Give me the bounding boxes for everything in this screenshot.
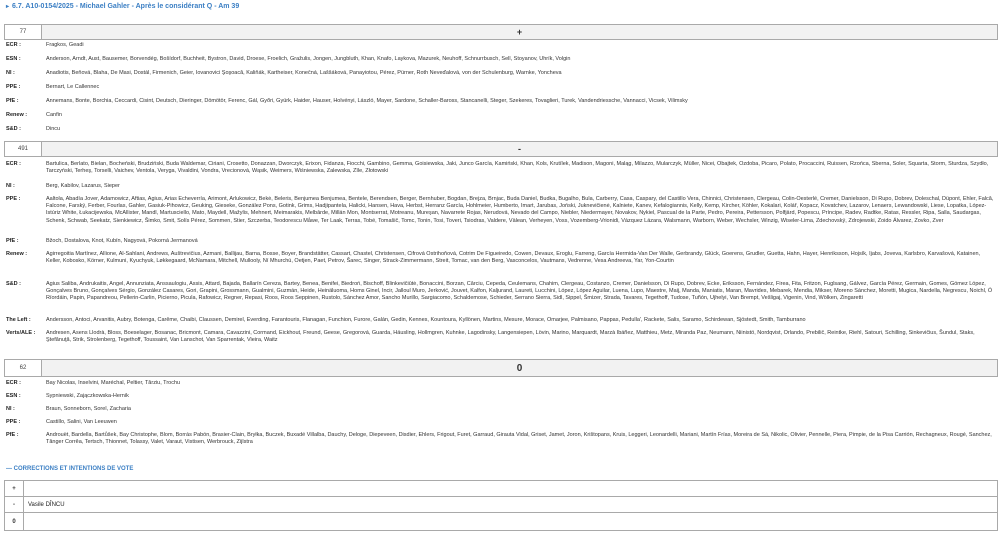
group-row [4, 196, 998, 238]
corrections-table [4, 480, 998, 531]
group-row [4, 238, 998, 251]
group-names: Androuët, Bardella, Bartůšek, Bay Christophe, Blom, Borrás Pabón, Brasier-Clain, Bryłka, Buczek, Buxadé Villalba, Dauchy, Deloge, Diepeveen, Disdier, Ehlers, Frigout, Furet, Garraud, Girauta Vidal, Griset, Jamet, Joron, Krištopans, Kruis, Leggeri, Leonardelli, Mariani, Martín Frías, Moreira de Sá, Nikolic, Olivier, Pennelle, Piera, Pimpie, de la Pisa Carrión, Rechagneux, Rougé, Sanchez, Tânger Corrêa, Tertsch, Thionnet, Tolassy, Valet, Varaut, Vistisen, Werbrouck, Zijlstra [46, 432, 992, 446]
corrections-names: Vasile DÎNCU [24, 497, 998, 513]
corrections-names [24, 481, 998, 497]
corrections-row [5, 497, 998, 513]
group-label: Renew : [6, 112, 28, 118]
group-names: Castillo, Salini, Van Leeuwen [46, 419, 117, 425]
group-label: PfE : [6, 432, 19, 438]
group-row [4, 112, 998, 126]
group-row [4, 406, 998, 419]
vote-header-abstain [4, 359, 998, 377]
group-names: Agius Saliba, Andrukaitis, Angel, Annunziata, Anssaulogiu, Assis, Attard, Bajada, Ballarín Cereza, Bartey, Benea, Benifei, Biedroń, Bischoff, Blinkevičiūtė, Bonaccini, Borzan, Cârciu, Cepeda, Ceulemans, Chahim, Clergeau, Costanzo, Cremer, Danielsson, Di Rupo, Dobrev, Ecke, Eriksson, Fernández, Firea, Fita, Fritzon, Fuglsang, Gálvez, García Pérez, Germain, Gomes, Gómez López, Gonçalves Bruno, Gonçalves Sérgio, González Casares, Gori, Grapini, Grossmann, Gualmini, Guzmán, Heide, Heinäluoma, Homs Ginel, Incir, Jalloul Muro, Jerković, Jouvet, Kalfon, Kaljurand, Laureti, Lucchini, López, López Aguilar, Luena, Lupo, Maestre, Maij, Manda, Maniatis, Maran, Mavrides, Mebarek, Mendia, Mikser, Moreno Sánchez, Moretti, Mugica, Nardella, Negrescu, Noichl, Ó Ríordáin, Papin, Papandreou, Pellerin-Carlin, Picierno, Picula, Rafowicz, Regner, Repasi, Roos, Roos Seppinen, Rustolo, Sánchez Amor, Sancho Murillo, Sargiacomo, Schaldemose, Schieder, Serrano Sierra, Sidl, Sippel, Šmizer, Strada, Tavares, Tegethoff, Tudose, Tuñón, Ujhelyi, Van Brempt, Vešligaj, Vigenin, Vind, Wölken, Zingaretti [46, 281, 993, 302]
corrections-row [5, 513, 998, 531]
group-row [4, 126, 998, 140]
group-names: Anderson, Arndt, Aust, Bausemer, Borvendég, Bošídorf, Buchheit, Bystron, David, Droese, Froelich, Gražulis, Jongen, Jungbluth, Khan, Knafo, Laykova, Mazurek, Neuhoff, Schnurrbusch, Sell, Stoyanov, Uhrík, Volgin [46, 56, 571, 62]
vote-header-plus [4, 24, 998, 40]
group-label: ESN : [6, 393, 21, 399]
vote-count: 77 [5, 25, 42, 40]
section-title [6, 3, 239, 15]
vote-symbol: - [42, 142, 998, 157]
group-names: Andresen, Asens Llodrà, Bloss, Boeselager, Bosanac, Bricmont, Camara, Cavazzini, Cormand, Eickhout, Freund, Geese, Gregorová, Guarda, Häusling, Hollmgren, Kuhnke, Lagodinsky, Langensiepen, Lövin, Marino, Marquardt, Marzà Ibáñez, Matthieu, Metz, Miranda Paz, Neumann, Niinistö, Nordqvist, Orlando, Prebilič, Reintke, Riehl, Satouri, Schilling, Sinkevičius, Šundul, Staks, Ştefănuţă, Strik, Strolenberg, Tegethoff, Toussaint, Van Lanschot, Van Sparrentak, Vieira, Waitz [46, 330, 975, 344]
group-label: Verts/ALE : [6, 330, 36, 336]
corrections-symbol: 0 [5, 513, 24, 531]
group-row [4, 281, 998, 317]
group-row [4, 70, 998, 84]
group-row [4, 183, 998, 196]
group-row [4, 84, 998, 98]
dash-icon: — [6, 466, 12, 472]
group-row [4, 419, 998, 432]
group-row [4, 393, 998, 406]
group-label: PfE : [6, 98, 19, 104]
group-names: Anadiotis, Beňová, Blaha, De Masi, Dostál, Firmenich, Geier, Iovanovici Şoşoacă, Kaliňák, Kartheiser, Konečná, Laššáková, Panayiotou, Pérez, Pürner, Roth Neveďalová, von der Schulenburg, Warnke, Yoncheva [46, 70, 562, 76]
group-names: Aaltola, Abadía Jover, Adamowicz, Aftias, Agius, Arias Echeverría, Arimont, Arlukowicz, Bekė, Beleris, Benjumea Benjumea, Bentele, Berendsen, Berger, Bernhuber, Bogdan, Brejza, Brnjac, Buda Daniel, Budka, Bugalho, Bula, Carberry, Casa, Caspary, del Castillo Vera, Chinnici, Christensen, Clergeau, Colin-Oesterlé, Cremer, Danielsson, Di Rupo, Dobrev, Doleschal, Düpont, Ehler, Falcă, Falcone, Farský, Ferber, Fourlas, Gahler, Gasiuk-Pihowicz, Geuking, Gieseke, González Pons, Gotink, Grims, Hadjipantela, Halicki, Hansen, Hava, Herbst, Herranz García, Hohlmeier, Humberto, Imart, Jarubas, Joński, Juknevičienė, Kalniete, Kanev, Kefalogiannis, Kelly, Kemp, Kircher, Köhler, Kokalari, Kolář, Kopacz, Kovatchev, Lazarov, Lenaers, Lewandowski, Liese, Lopatka, López-Istúriz White, Łukacijewska, McAllister, Mandl, Martusciello, Mato, Maydell, Mažylis, Mehnert, Meimarakis, Melbārde, Millán Mon, Montserrat, Motreanu, Mureşan, Navarrete Rojas, Nerudová, Nevado del Campo, Niebler, Niedermayer, Novakov, Nykiel, Pascual de la Parte, Pedro, Pereira, Pettersson, Polfjärd, Popescu, Príncipe, Radev, Radtke, Ratas, Ressler, Ripa, Salla, Saudargas, Schenk, Schwab, Seekatz, Sienkiewicz, Šimko, Smit, Solís Pérez, Sommen, Stier, Szczerba, Teodorescu Måwe, Ter Laak, Terras, Tobé, Tomašič, Tomc, Tonin, Tosi, Toveri, Tsiodras, Valdere, Välean, Verheyen, Voss, Vozemberg-Vrionidi, Vázquez Lázara, Walsmann, Warborn, Weber, Wechsler, Winzig, Wiseler-Lima, Zdechovský, Zdrojewski, Zoido Álvarez, Zovko, Zver [46, 196, 994, 224]
group-names: Bartulica, Berlato, Bielan, Bocheński, Brudziński, Buda Waldemar, Ciriani, Crosetto, Donazzan, Dworczyk, Erixon, Fidanza, Fiocchi, Gambino, Gemma, Goisiewska, Jaki, Junco García, Kamiński, Khan, Kols, Krutílek, Madison, Magoni, Maląg, Milazzo, Mularczyk, Müller, Nicei, Obajtek, Ozdoba, Picaro, Polato, Procaccini, Ruissen, Rzońca, Sberna, Soler, Squarta, Storm, Sturdza, Szydło, Tarczyński, Terheş, Torselli, Vaichev, Ventola, Veryga, Vivaldini, Vondra, Vrecionová, Wąsik, Weimers, Wiśniewska, Zalewska, Zīle, Złotowski [46, 161, 989, 175]
vote-count: 491 [5, 142, 42, 157]
group-row [4, 380, 998, 393]
vote-header-minus [4, 141, 998, 157]
corrections-names [24, 513, 998, 531]
group-row [4, 317, 998, 330]
group-names: Agirregoitia Martínez, Allione, Al-Sahlani, Andrews, Auštrevičius, Azmani, Ballijau, Barna, Bosse, Boyer, Brandstätter, Cassart, Chastel, Christensen, Cifrová Ostrihoňová, Cotrim De Figueiredo, Cowen, Devaux, Eroglu, Farreng, García Hermida-Van Der Walle, Gerbrandy, Glück, Goerens, Grudler, Guetta, Hahn, Hayer, Henriksson, Hojsík, Ijabs, Joveva, Karlsbro, Karvašová, Katainen, Keller, Kobosko, Körner, Kulmuni, Kyuchyuk, Løkkegaard, McNamara, Mitchell, Mullooly, Ní Mhurchú, Oetjen, Paet, Petrov, Šarec, Singer, Strack-Zimmermann, Streit, Tomac, van den Berg, Vasconcelos, Vautmans, Vedrenne, Vesa Andreeva, Yar, Yon-Courtin [46, 251, 981, 265]
group-label: S&D : [6, 126, 21, 132]
vote-count: 62 [5, 360, 42, 377]
group-row [4, 161, 998, 183]
group-label: S&D : [6, 281, 21, 287]
corrections-title-text: CORRECTIONS ET INTENTIONS DE VOTE [13, 466, 134, 472]
section-title-text: 6.7. A10-0154/2025 - Michael Gahler - Après le considérant Q - Am 39 [12, 3, 240, 10]
vote-symbol: 0 [42, 360, 998, 377]
group-names: Dincu [46, 126, 61, 132]
corrections-symbol: + [5, 481, 24, 497]
group-row [4, 56, 998, 70]
group-label: ECR : [6, 380, 21, 386]
group-label: PfE : [6, 238, 19, 244]
group-names: Bernart, Le Callennec [46, 84, 100, 90]
group-names: Berg, Kabilov, Lazarus, Sieper [46, 183, 120, 189]
vote-groups-plus [4, 42, 998, 140]
group-label: PPE : [6, 419, 21, 425]
vote-groups-abstain [4, 380, 998, 450]
group-label: ECR : [6, 42, 21, 48]
group-label: PPE : [6, 196, 21, 202]
group-label: ECR : [6, 161, 21, 167]
group-names: Canfin [46, 112, 62, 118]
vote-symbol: + [42, 25, 998, 40]
chevron-right-icon: ▸ [6, 4, 10, 10]
group-label: ESN : [6, 56, 21, 62]
group-row [4, 330, 998, 350]
group-label: PPE : [6, 84, 21, 90]
group-names: Fragkos, Geadi [46, 42, 84, 48]
group-label: NI : [6, 406, 15, 412]
group-names: Braun, Sonneborn, Sorel, Zacharia [46, 406, 131, 412]
corrections-symbol: - [5, 497, 24, 513]
group-label: NI : [6, 183, 15, 189]
corrections-title [6, 466, 133, 472]
group-row [4, 98, 998, 112]
group-label: Renew : [6, 251, 28, 257]
group-names: Bay Nicolas, Inselvini, Maréchal, Peltier, Târziu, Trochu [46, 380, 181, 386]
group-names: Sypniewski, Zajączkowska-Hernik [46, 393, 129, 399]
group-row [4, 251, 998, 281]
group-row [4, 432, 998, 450]
vote-groups-minus [4, 161, 998, 350]
group-names: Bžoch, Dostalova, Knot, Kubín, Nagyová, Pokorná Jermanová [46, 238, 198, 244]
group-label: NI : [6, 70, 15, 76]
group-names: Andersson, Antoci, Arvanitis, Aubry, Botenga, Carême, Chaibi, Claussen, Demirel, Everding, Farantouris, Flanagan, Funchion, Furore, Galán, Gedin, Kennes, Kountoura, Kyllönen, Martins, Mesure, Morace, Omarjee, Palmisano, Pappas, Pedulla', Rackete, Salis, Saramo, Schirdewan, Sjöstedt, Smith, Tamburrano [46, 317, 806, 323]
group-row [4, 42, 998, 56]
corrections-row [5, 481, 998, 497]
group-names: Annemans, Bonte, Borchia, Ceccardi, Cisint, Deutsch, Dieringer, Dömötör, Ferenc, Gál, Győri, Gyürk, Haider, Hauser, Holvényi, László, Mayer, Sardone, Schaller-Baross, Stancanelli, Steger, Szekeres, Tovaglieri, Turek, Vandendriessche, Vannacci, Vicsek, Vilimsky [46, 98, 688, 104]
group-label: The Left : [6, 317, 31, 323]
